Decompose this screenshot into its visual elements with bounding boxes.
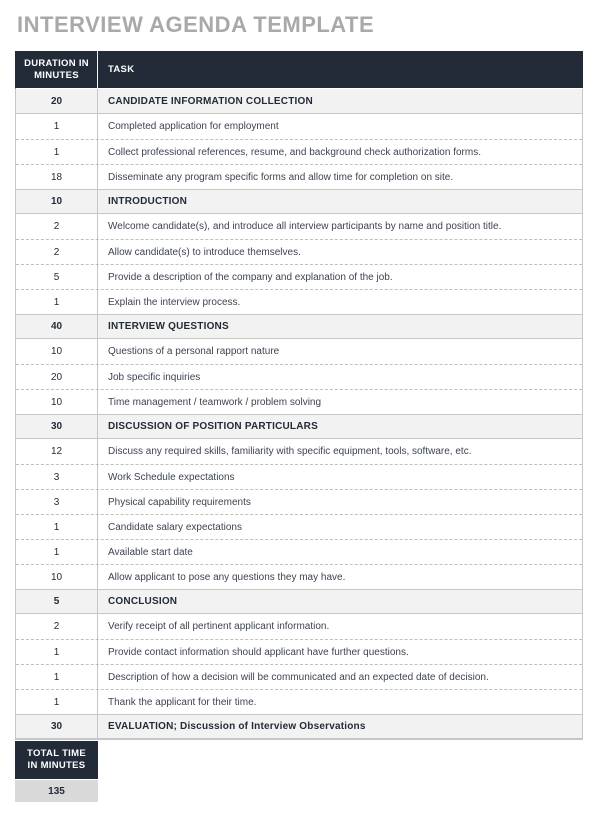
table-row [16,139,582,164]
table-row [16,264,582,289]
table-row [16,614,582,639]
task-cell: Discuss any required skills, familiarity with specific equipment, tools, software, etc. [108,446,472,457]
page-title: INTERVIEW AGENDA TEMPLATE [17,12,375,37]
section-row [16,714,582,739]
table-row [16,689,582,714]
task-cell: CANDIDATE INFORMATION COLLECTION [108,95,313,107]
section-row [16,414,582,439]
task-cell: EVALUATION; Discussion of Interview Observations [108,721,366,732]
column-header-duration: DURATION IN MINUTES [16,51,98,88]
task-cell: Disseminate any program specific forms and allow time for completion on site. [108,171,454,183]
duration-cell: 20 [16,89,98,113]
task-cell: DISCUSSION OF POSITION PARTICULARS [108,421,318,432]
task-cell: Available start date [108,546,193,558]
task-cell: Description of how a decision will be communicated and an expected date of decision. [108,671,489,683]
task-cell: Allow applicant to pose any questions they may have. [108,571,346,583]
task-cell: Provide a description of the company and explanation of the job. [108,271,393,283]
task-cell: INTRODUCTION [108,196,188,207]
duration-cell: 30 [16,715,98,738]
task-cell: Explain the interview process. [108,296,241,308]
duration-cell: 5 [16,265,98,289]
duration-cell: 1 [16,515,98,539]
task-cell: Thank the applicant for their time. [108,696,257,708]
duration-cell: 1 [16,140,98,164]
task-cell: Provide contact information should applicant have further questions. [108,646,409,658]
table-row [16,389,582,414]
total-time-value: 135 [15,779,98,802]
task-cell: Candidate salary expectations [108,521,242,533]
table-body [16,89,582,739]
table-row [16,464,582,489]
duration-cell: 10 [16,390,98,414]
table-row [16,214,582,239]
table-row [16,289,582,314]
task-cell: Time management / teamwork / problem solving [108,396,322,408]
duration-cell: 2 [16,240,98,264]
table-row [16,114,582,139]
duration-cell: 2 [16,214,98,239]
duration-cell: 1 [16,114,98,139]
task-cell: Job specific inquiries [108,371,201,383]
task-cell: Allow candidate(s) to introduce themselves. [108,246,301,258]
table-row [16,164,582,189]
task-cell: Work Schedule expectations [108,471,235,483]
section-row [16,89,582,114]
table-row [16,564,582,589]
section-row [16,314,582,339]
section-row [16,189,582,214]
table-row [16,664,582,689]
table-row [16,639,582,664]
table-row [16,514,582,539]
task-cell: Physical capability requirements [108,496,251,508]
table-row [16,339,582,364]
task-cell: Verify receipt of all pertinent applicant information. [108,621,330,632]
duration-cell: 3 [16,490,98,514]
duration-cell: 40 [16,315,98,338]
duration-cell: 30 [16,415,98,438]
duration-cell: 1 [16,290,98,314]
duration-cell: 2 [16,614,98,639]
task-cell: Questions of a personal rapport nature [108,346,280,357]
duration-cell: 1 [16,665,98,689]
total-time-label: TOTAL TIME IN MINUTES [15,741,98,779]
duration-cell: 10 [16,565,98,589]
table-row [16,539,582,564]
duration-cell: 12 [16,439,98,464]
duration-cell: 10 [16,339,98,364]
column-header-task: TASK [108,64,135,75]
table-row [16,239,582,264]
duration-cell: 3 [16,465,98,489]
duration-cell: 1 [16,690,98,714]
duration-cell: 20 [16,365,98,389]
duration-cell: 10 [16,190,98,213]
section-row [16,589,582,614]
duration-cell: 1 [16,640,98,664]
task-cell: Collect professional references, resume, and background check authorization forms. [108,146,481,158]
table-row [16,439,582,464]
task-cell: Completed application for employment [108,121,279,132]
total-time-footer [15,741,98,802]
task-cell: Welcome candidate(s), and introduce all interview participants by name and position title. [108,221,502,232]
table-row [16,364,582,389]
task-cell: INTERVIEW QUESTIONS [108,321,229,332]
task-cell: CONCLUSION [108,596,178,607]
table-header-row [15,51,583,89]
duration-cell: 1 [16,540,98,564]
duration-cell: 5 [16,590,98,613]
table-row [16,489,582,514]
duration-cell: 18 [16,165,98,189]
agenda-table [15,51,583,740]
